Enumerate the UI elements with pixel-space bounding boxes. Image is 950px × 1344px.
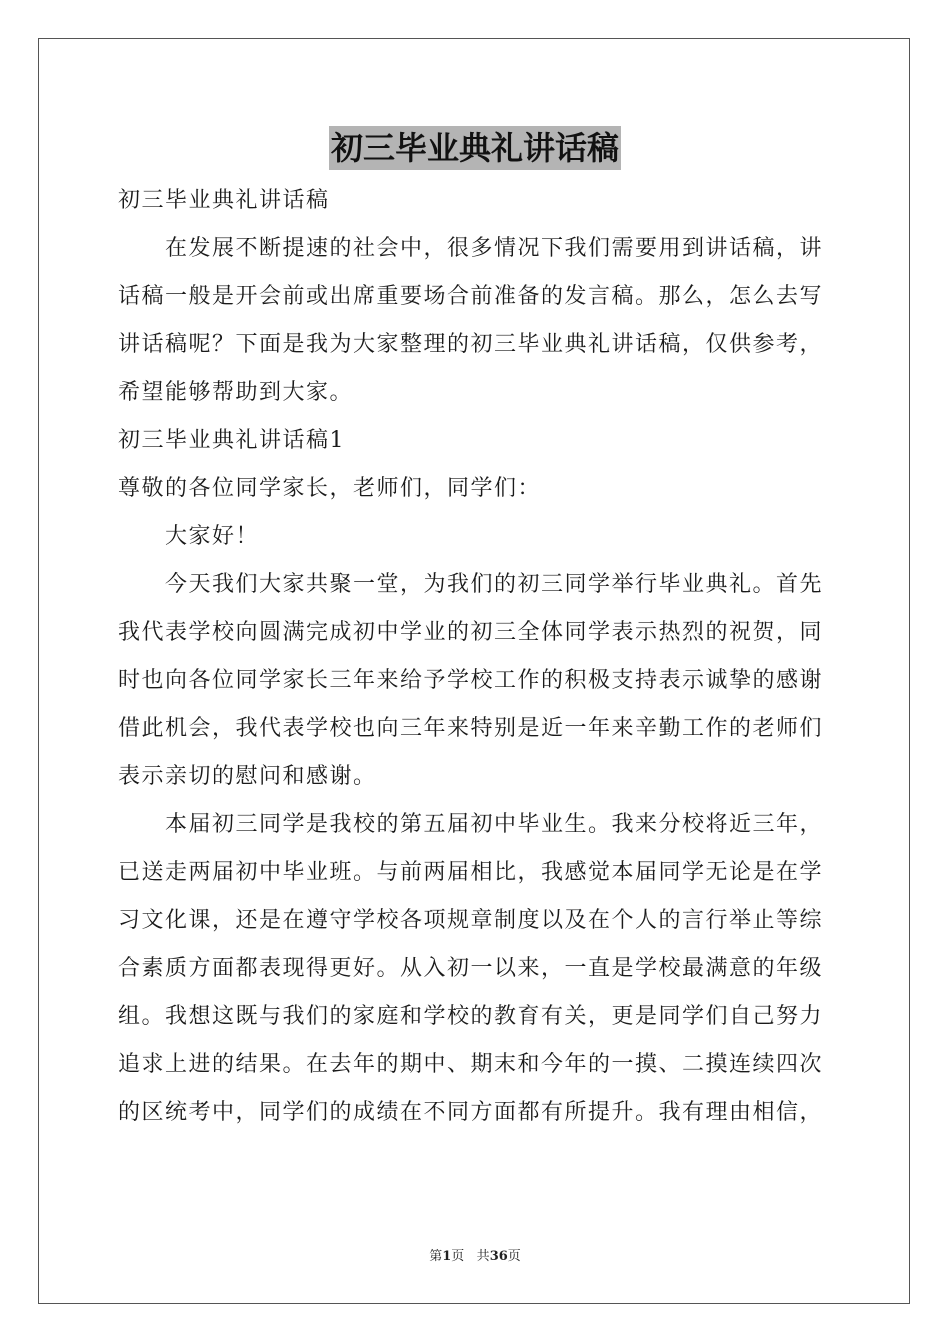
body-line: 尊敬的各位同学家长，老师们，同学们： <box>118 476 542 501</box>
body-line: 我代表学校向圆满完成初中学业的初三全体同学表示热烈的祝贺，同 <box>118 620 824 645</box>
body-line: 借此机会，我代表学校也向三年来特别是近一年来辛勤工作的老师们 <box>118 716 824 741</box>
footer-total-prefix: 共 <box>476 1249 490 1264</box>
body-line: 大家好！ <box>118 524 260 549</box>
body-line: 表示亲切的慰问和感谢。 <box>118 764 377 789</box>
footer-total-pages: 36 <box>489 1249 508 1264</box>
document-title: 初三毕业典礼讲话稿 <box>329 126 621 170</box>
body-line: 话稿一般是开会前或出席重要场合前准备的发言稿。那么，怎么去写 <box>118 284 824 309</box>
body-line: 合素质方面都表现得更好。从入初一以来，一直是学校最满意的年级 <box>118 956 824 981</box>
footer-page-number: 1 <box>442 1249 452 1264</box>
footer-page-prefix: 第 <box>429 1249 443 1264</box>
body-line: 今天我们大家共聚一堂，为我们的初三同学举行毕业典礼。首先 <box>118 572 824 597</box>
body-line: 习文化课，还是在遵守学校各项规章制度以及在个人的言行举止等综 <box>118 908 824 933</box>
body-line: 讲话稿呢？下面是我为大家整理的初三毕业典礼讲话稿，仅供参考， <box>118 332 824 357</box>
body-line: 初三毕业典礼讲话稿 <box>118 188 330 213</box>
footer-page-suffix: 页 <box>451 1249 465 1264</box>
footer-total-suffix: 页 <box>507 1249 521 1264</box>
body-line: 初三毕业典礼讲话稿1 <box>118 428 345 453</box>
body-line: 在发展不断提速的社会中，很多情况下我们需要用到讲话稿，讲 <box>118 236 824 261</box>
body-line: 组。我想这既与我们的家庭和学校的教育有关，更是同学们自己努力 <box>118 1004 824 1029</box>
body-line: 希望能够帮助到大家。 <box>118 380 354 405</box>
body-line: 时也向各位同学家长三年来给予学校工作的积极支持表示诚挚的感谢 <box>118 668 824 693</box>
body-line: 追求上进的结果。在去年的期中、期末和今年的一摸、二摸连续四次 <box>118 1052 824 1077</box>
document-body <box>118 177 834 1137</box>
body-line: 本届初三同学是我校的第五届初中毕业生。我来分校将近三年， <box>118 812 824 837</box>
page-footer <box>0 1245 950 1264</box>
body-line: 已送走两届初中毕业班。与前两届相比，我感觉本届同学无论是在学 <box>118 860 824 885</box>
body-line: 的区统考中，同学们的成绩在不同方面都有所提升。我有理由相信， <box>118 1100 824 1125</box>
title-container <box>0 126 950 170</box>
